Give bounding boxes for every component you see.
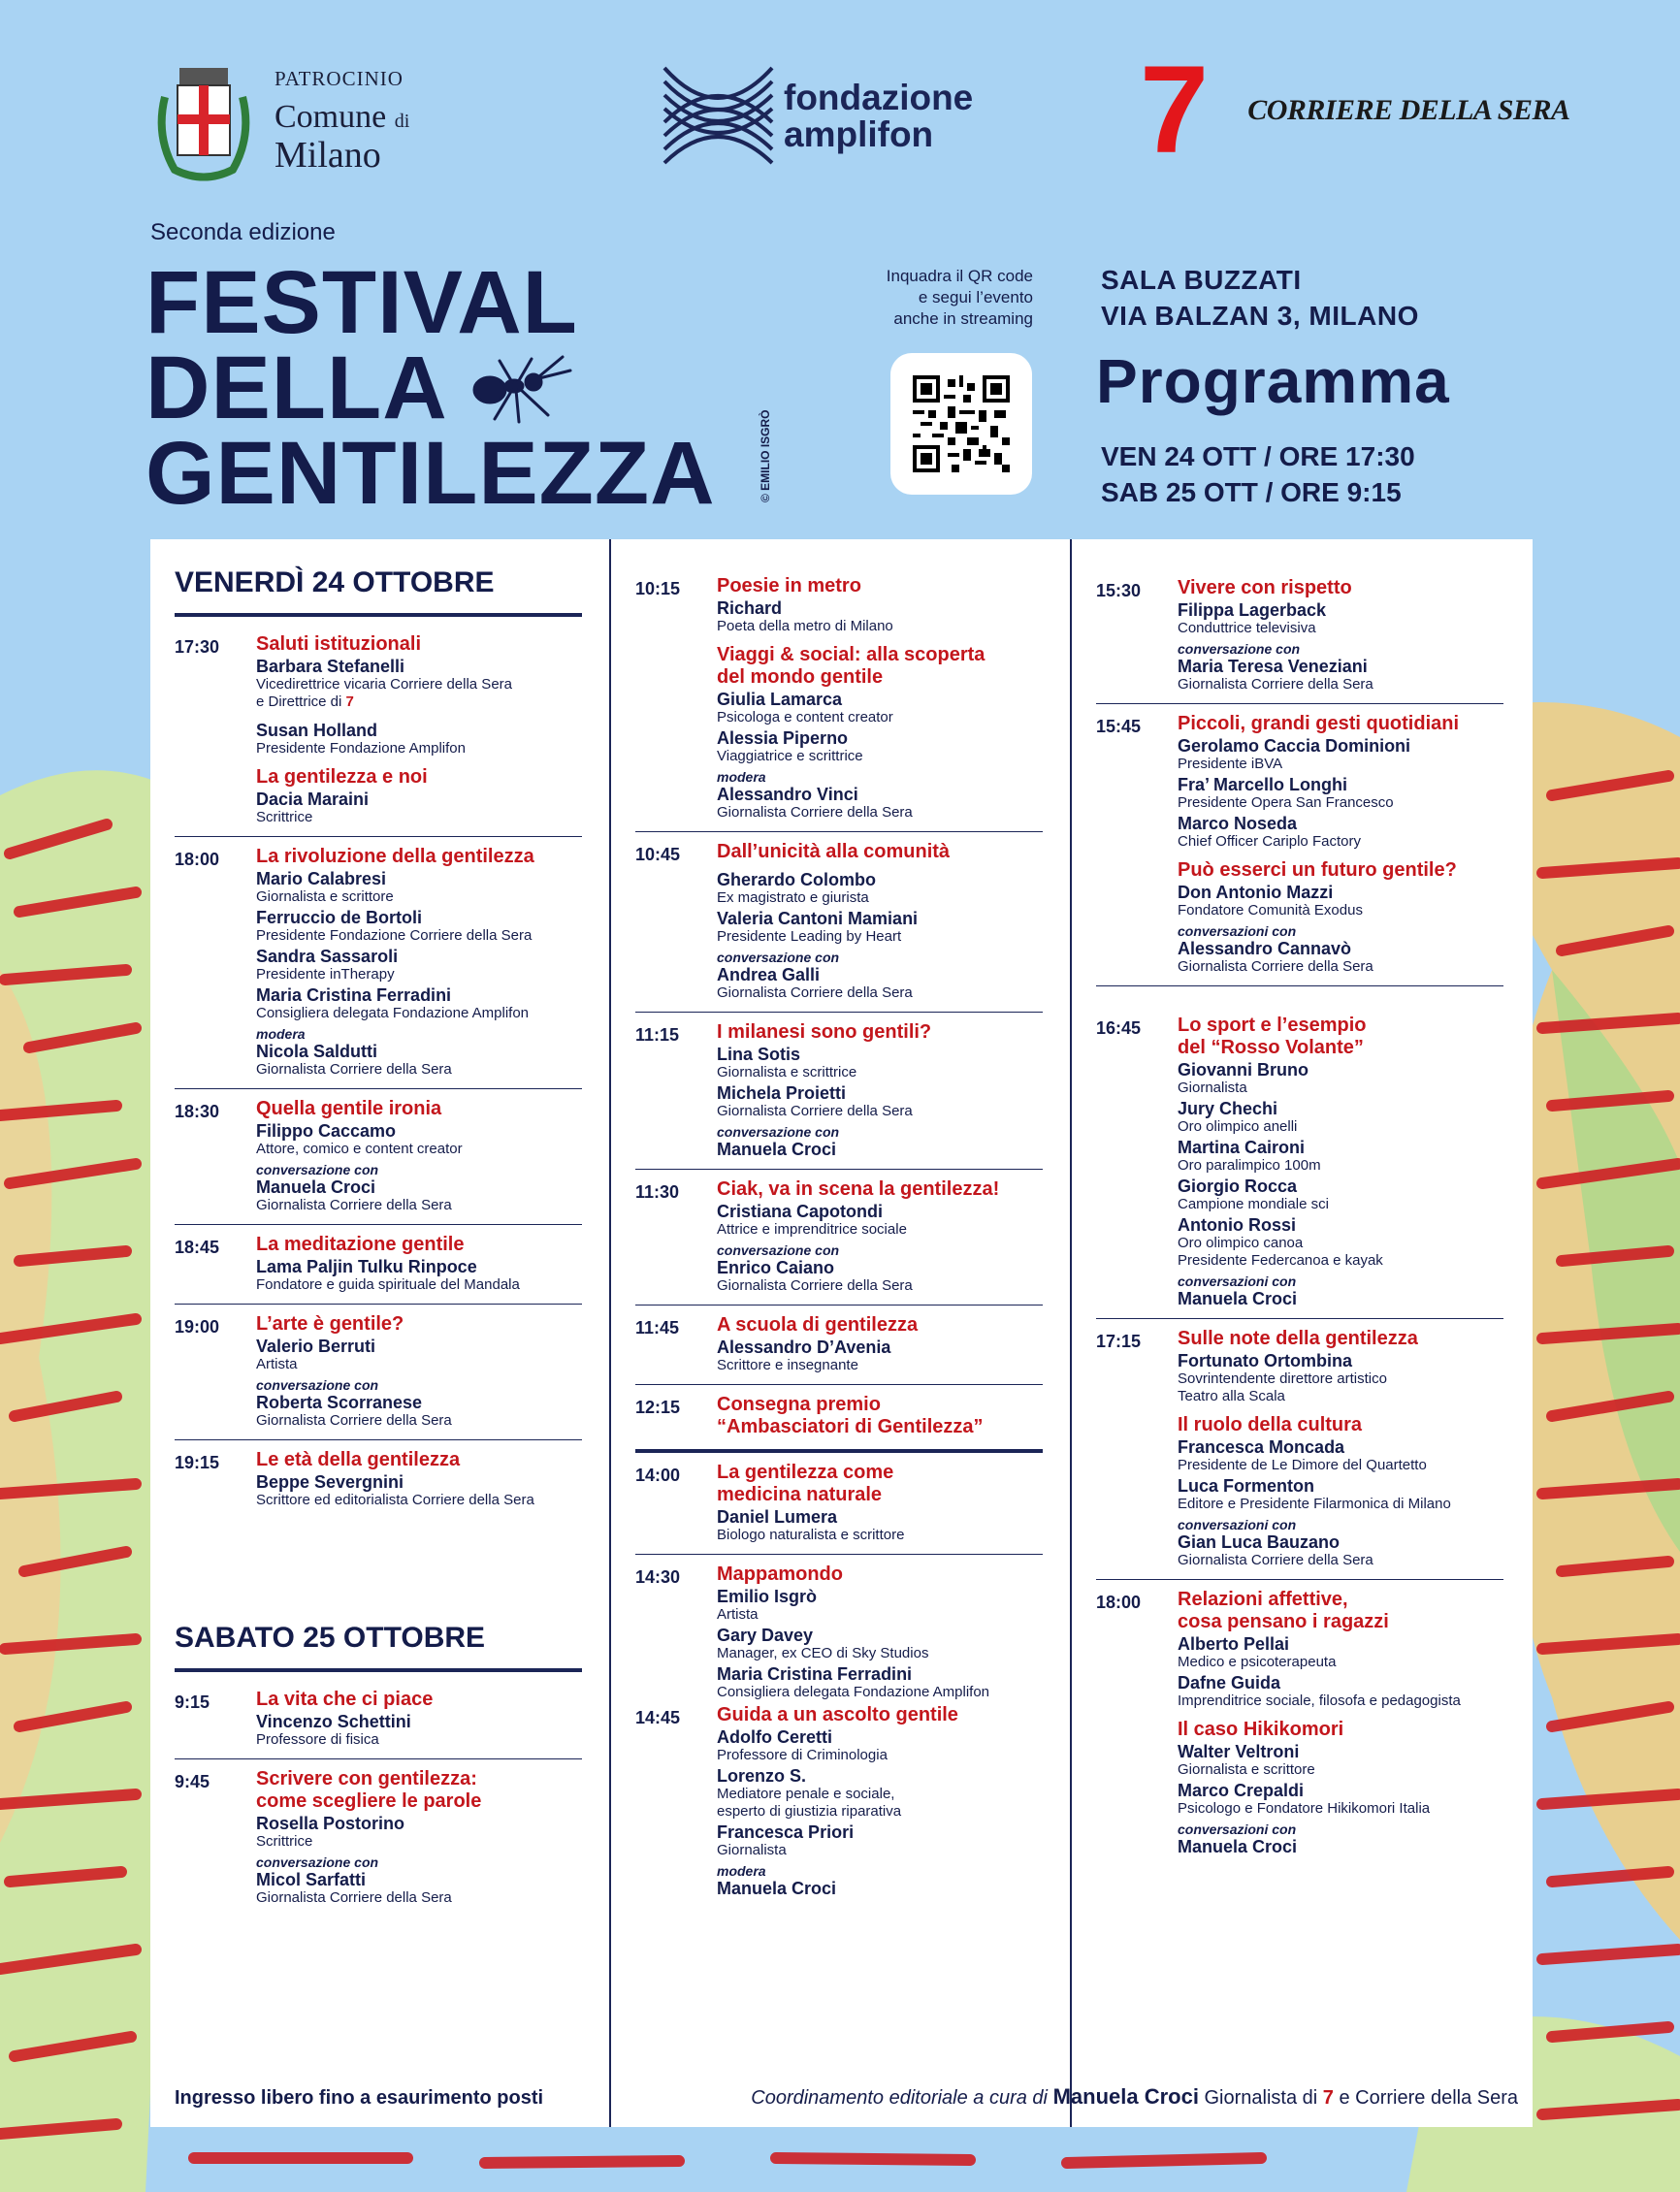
- moderator-label: conversazione con: [717, 1242, 840, 1258]
- speaker-role: Attrice e imprenditrice sociale: [717, 1221, 907, 1238]
- speaker-name: Maria Cristina Ferradini: [717, 1664, 913, 1684]
- milano-label: Milano: [275, 134, 381, 176]
- session-time: 12:15: [635, 1398, 681, 1417]
- speaker-role: Fondatore Comunità Exodus: [1178, 902, 1363, 919]
- title-line-1: FESTIVAL: [145, 253, 578, 352]
- session-slot: [175, 1450, 582, 1519]
- speaker-name: Micol Sarfatti: [256, 1870, 367, 1889]
- speaker-role: Professore di fisica: [256, 1731, 379, 1748]
- speaker-name: Lina Sotis: [717, 1045, 801, 1064]
- speaker-role: Professore di Criminologia: [717, 1747, 888, 1763]
- speaker-name: Gian Luca Bauzano: [1178, 1532, 1341, 1552]
- session-slot: [1096, 996, 1503, 1319]
- session-title: Poesie in metro: [717, 575, 861, 596]
- amplifon-label: amplifon: [784, 113, 934, 154]
- speaker-name: Rosella Postorino: [256, 1814, 405, 1833]
- speaker-name: Alessandro Vinci: [717, 785, 858, 804]
- session-time: 11:15: [635, 1025, 680, 1045]
- session-time: 14:45: [635, 1708, 681, 1727]
- speaker-role: Campione mondiale sci: [1178, 1196, 1329, 1212]
- speaker-name: Emilio Isgrò: [717, 1587, 818, 1606]
- speaker-role: Chief Officer Cariplo Factory: [1178, 833, 1361, 850]
- festival-title: [145, 253, 716, 523]
- session-title: Può esserci un futuro gentile?: [1178, 859, 1457, 881]
- session-slot: [635, 1315, 1043, 1385]
- session-title: Mappamondo: [717, 1563, 843, 1585]
- speaker-role: Teatro alla Scala: [1178, 1388, 1285, 1404]
- date-line-1: VEN 24 OTT / ORE 17:30: [1101, 441, 1415, 471]
- session-time: 14:30: [635, 1567, 681, 1587]
- session-title: La meditazione gentile: [256, 1234, 465, 1255]
- seven-mark: 7: [1322, 2087, 1334, 2109]
- speaker-role: Scrittrice: [256, 1833, 313, 1850]
- fondazione-amplifon-logo: [662, 60, 973, 172]
- speaker-role: Attore, comico e content creator: [256, 1141, 463, 1157]
- speaker-role: Psicologo e Fondatore Hikikomori Italia: [1178, 1800, 1431, 1817]
- session-time: 18:30: [175, 1102, 220, 1121]
- speaker-name: Dafne Guida: [1178, 1673, 1281, 1692]
- qr-code-icon: [913, 375, 1010, 472]
- copyright-label: © EMILIO ISGRÒ: [759, 409, 772, 502]
- session-title: Il ruolo della cultura: [1178, 1414, 1363, 1435]
- session-time: 15:45: [1096, 717, 1142, 736]
- patrocinio-label: PATROCINIO: [275, 66, 404, 90]
- seven-mark: 7: [345, 693, 354, 710]
- comune-milano-logo: [150, 58, 409, 184]
- speaker-role: Presidente iBVA: [1178, 756, 1283, 772]
- session-title: Viaggi & social: alla scoperta: [717, 644, 985, 665]
- speaker-role: Mediatore penale e sociale,: [717, 1786, 895, 1802]
- moderator-label: conversazione con: [256, 1854, 379, 1870]
- session-title: cosa pensano i ragazzi: [1178, 1611, 1389, 1632]
- session-slot: [175, 847, 582, 1089]
- session-slot: [635, 842, 1043, 1013]
- speaker-role: Giornalista Corriere della Sera: [717, 984, 913, 1001]
- speaker-role: Giornalista: [717, 1842, 787, 1858]
- speaker-role: Ex magistrato e giurista: [717, 889, 869, 906]
- speaker-name: Beppe Severgnini: [256, 1472, 404, 1492]
- session-slot: [635, 1022, 1043, 1170]
- speaker-role: Giornalista Corriere della Sera: [256, 1412, 452, 1429]
- moderator-label: conversazione con: [717, 950, 840, 965]
- session-title: medicina naturale: [717, 1484, 883, 1505]
- seven-logo: 7: [1140, 41, 1210, 179]
- session-slot: [1096, 578, 1503, 704]
- speaker-name: Luca Formenton: [1178, 1476, 1315, 1496]
- speaker-role: Giornalista Corriere della Sera: [717, 1103, 913, 1119]
- speaker-name: Maria Teresa Veneziani: [1178, 657, 1368, 676]
- speaker-role: Giornalista Corriere della Sera: [256, 1889, 452, 1906]
- speaker-role: Giornalista Corriere della Sera: [717, 804, 913, 821]
- speaker-name: Filippo Caccamo: [256, 1121, 397, 1141]
- speaker-role: Presidente Fondazione Amplifon: [256, 740, 466, 757]
- corriere-logo: [1140, 41, 1570, 179]
- session-slot: [175, 1099, 582, 1225]
- session-slot: [635, 1179, 1043, 1306]
- session-time: 9:15: [175, 1692, 210, 1712]
- speaker-role: Presidente Leading by Heart: [717, 928, 902, 945]
- session-title: La gentilezza e noi: [256, 766, 428, 788]
- session-title: Vivere con rispetto: [1178, 577, 1352, 598]
- speaker-role: Vicedirettrice vicaria Corriere della Sera: [256, 676, 512, 693]
- speaker-name: Lorenzo S.: [717, 1766, 807, 1786]
- speaker-name: Sandra Sassaroli: [256, 947, 399, 966]
- session-slot: [175, 1235, 582, 1305]
- speaker-name: Nicola Saldutti: [256, 1042, 378, 1061]
- programma-title: Programma: [1096, 346, 1450, 416]
- speaker-name: Manuela Croci: [256, 1177, 376, 1197]
- speaker-role: Biologo naturalista e scrittore: [717, 1527, 905, 1543]
- session-title: La gentilezza come: [717, 1462, 894, 1483]
- speaker-role: Editore e Presidente Filarmonica di Milano: [1178, 1496, 1451, 1512]
- editorial-credit: [751, 2084, 1518, 2110]
- session-slot: [1096, 1329, 1503, 1580]
- speaker-role: esperto di giustizia riparativa: [717, 1803, 902, 1820]
- qr-caption-line-2: e segui l’evento: [918, 288, 1033, 306]
- session-title: Lo sport e l’esempio: [1178, 1015, 1367, 1036]
- speaker-role: Artista: [256, 1356, 298, 1372]
- speaker-role: Imprenditrice sociale, filosofa e pedagogista: [1178, 1692, 1461, 1709]
- speaker-name: Cristiana Capotondi: [717, 1202, 884, 1221]
- venue-line-1: SALA BUZZATI: [1101, 265, 1302, 295]
- dates: [1101, 438, 1415, 510]
- speaker-role: Psicologa e content creator: [717, 709, 893, 725]
- speaker-name: Roberta Scorranese: [256, 1393, 423, 1412]
- speaker-role: Conduttrice televisiva: [1178, 620, 1316, 636]
- fondazione-label: fondazione: [784, 77, 974, 117]
- session-time: 18:45: [175, 1238, 220, 1257]
- speaker-role: Giornalista: [1178, 1080, 1247, 1096]
- speaker-name: Fra’ Marcello Longhi: [1178, 775, 1348, 794]
- speaker-name: Richard: [717, 598, 783, 618]
- session-time: 10:15: [635, 579, 681, 598]
- friday-header: VENERDÌ 24 OTTOBRE: [175, 566, 582, 617]
- speaker-name: Maria Cristina Ferradini: [256, 985, 452, 1005]
- speaker-role: Sovrintendente direttore artistico: [1178, 1370, 1387, 1387]
- session-time: 11:45: [635, 1318, 680, 1338]
- speaker-role: Scrittrice: [256, 809, 313, 825]
- speaker-role: Giornalista e scrittrice: [717, 1064, 857, 1080]
- speaker-name: Mario Calabresi: [256, 869, 387, 888]
- speaker-name: Giorgio Rocca: [1178, 1177, 1298, 1196]
- speaker-name: Enrico Caiano: [717, 1258, 835, 1277]
- moderator-label: modera: [717, 769, 766, 785]
- speaker-role: Presidente Opera San Francesco: [1178, 794, 1394, 811]
- speaker-name: Barbara Stefanelli: [256, 657, 405, 676]
- column-divider: [1070, 539, 1072, 2127]
- speaker-role: Presidente de Le Dimore del Quartetto: [1178, 1457, 1427, 1473]
- session-slot: [635, 1564, 1043, 1705]
- speaker-name: Marco Noseda: [1178, 814, 1298, 833]
- session-time: 16:45: [1096, 1018, 1142, 1038]
- speaker-name: Giulia Lamarca: [717, 690, 843, 709]
- speaker-name: Francesca Moncada: [1178, 1437, 1345, 1457]
- speaker-role: Consigliera delegata Fondazione Amplifon: [717, 1684, 990, 1700]
- comune-label: Comune: [275, 98, 387, 135]
- speaker-name: Jury Chechi: [1178, 1099, 1278, 1118]
- session-slot: [175, 1690, 582, 1759]
- speaker-role: Viaggiatrice e scrittrice: [717, 748, 863, 764]
- credit-label: Coordinamento editoriale a cura di: [751, 2087, 1048, 2109]
- speaker-name: Walter Veltroni: [1178, 1742, 1300, 1761]
- venue-line-2: VIA BALZAN 3, MILANO: [1101, 301, 1419, 331]
- speaker-name: Alberto Pellai: [1178, 1634, 1290, 1654]
- moderator-label: conversazione con: [256, 1377, 379, 1393]
- session-title: Dall’unicità alla comunità: [717, 841, 951, 862]
- session-time: 15:30: [1096, 581, 1142, 600]
- session-slot: [1096, 714, 1503, 986]
- speaker-name: Daniel Lumera: [717, 1507, 838, 1527]
- session-title: Piccoli, grandi gesti quotidiani: [1178, 713, 1460, 734]
- session-slot: [635, 1395, 1043, 1453]
- speaker-role: Scrittore e insegnante: [717, 1357, 858, 1373]
- session-time: 11:30: [635, 1182, 680, 1202]
- session-title: Guida a un ascolto gentile: [717, 1704, 958, 1725]
- session-time: 17:30: [175, 637, 220, 657]
- session-slot: [175, 1769, 582, 1917]
- speaker-name: Manuela Croci: [1178, 1837, 1298, 1856]
- speaker-role: Poeta della metro di Milano: [717, 618, 893, 634]
- session-time: 14:00: [635, 1466, 681, 1485]
- speaker-role: e Direttrice di: [256, 693, 342, 710]
- milano-crest-icon: [150, 58, 257, 184]
- session-title: La vita che ci piace: [256, 1689, 434, 1710]
- session-title: Consegna premio: [717, 1394, 881, 1415]
- speaker-name: Alessia Piperno: [717, 728, 849, 748]
- qr-caption: [824, 266, 1033, 330]
- column-divider: [609, 539, 611, 2127]
- speaker-name: Martina Caironi: [1178, 1138, 1306, 1157]
- program-column-2: [635, 576, 1043, 1918]
- speaker-name: Fortunato Ortombina: [1178, 1351, 1352, 1370]
- session-time: 9:45: [175, 1772, 210, 1791]
- speaker-name: Don Antonio Mazzi: [1178, 883, 1334, 902]
- speaker-name: Francesca Priori: [717, 1822, 855, 1842]
- session-time: 19:15: [175, 1453, 220, 1472]
- session-title: Saluti istituzionali: [256, 633, 422, 655]
- session-title: “Ambasciatori di Gentilezza”: [717, 1416, 984, 1437]
- speaker-name: Antonio Rossi: [1178, 1215, 1296, 1235]
- speaker-role: Presidente inTherapy: [256, 966, 395, 983]
- qr-caption-line-1: Inquadra il QR code: [886, 267, 1033, 285]
- speaker-name: Lama Paljin Tulku Rinpoce: [256, 1257, 477, 1276]
- session-title: A scuola di gentilezza: [717, 1314, 919, 1336]
- session-title: La rivoluzione della gentilezza: [256, 846, 534, 867]
- speaker-role: Giornalista e scrittore: [1178, 1761, 1315, 1778]
- speaker-name: Alessandro D’Avenia: [717, 1338, 891, 1357]
- speaker-role: Giornalista Corriere della Sera: [256, 1197, 452, 1213]
- session-title: Scrivere con gentilezza:: [256, 1768, 477, 1789]
- credit-name: Manuela Croci: [1052, 2084, 1199, 2109]
- speaker-role: Giornalista e scrittore: [256, 888, 394, 905]
- session-slot: [635, 1705, 1043, 1908]
- credit-role: e Corriere della Sera: [1339, 2087, 1518, 2109]
- speaker-role: Manager, ex CEO di Sky Studios: [717, 1645, 929, 1661]
- speaker-name: Dacia Maraini: [256, 790, 370, 809]
- session-title: L’arte è gentile?: [256, 1313, 404, 1335]
- title-line-2: DELLA: [145, 338, 448, 437]
- session-title: del mondo gentile: [717, 666, 884, 688]
- session-title: I milanesi sono gentili?: [717, 1021, 932, 1043]
- speaker-name: Gerolamo Caccia Dominioni: [1178, 736, 1411, 756]
- speaker-name: Michela Proietti: [717, 1083, 847, 1103]
- session-title: Il caso Hikikomori: [1178, 1719, 1344, 1740]
- date-line-2: SAB 25 OTT / ORE 9:15: [1101, 477, 1402, 507]
- speaker-name: Alessandro Cannavò: [1178, 939, 1352, 958]
- session-title: del “Rosso Volante”: [1178, 1037, 1364, 1058]
- moderator-label: conversazioni con: [1178, 1273, 1297, 1289]
- ant-icon: [466, 349, 572, 427]
- session-time: 18:00: [175, 850, 220, 869]
- edition-label: Seconda edizione: [150, 219, 336, 245]
- session-slot: [175, 1314, 582, 1440]
- session-title: Ciak, va in scena la gentilezza!: [717, 1178, 1000, 1200]
- speaker-role: Giornalista Corriere della Sera: [1178, 1552, 1373, 1568]
- speaker-role: Oro olimpico anelli: [1178, 1118, 1298, 1135]
- session-slot: [1096, 1590, 1503, 1866]
- session-title: Le età della gentilezza: [256, 1449, 461, 1470]
- moderator-label: conversazione con: [1178, 641, 1301, 657]
- session-slot: [635, 1463, 1043, 1555]
- session-title: Relazioni affettive,: [1178, 1589, 1348, 1610]
- moderator-label: conversazioni con: [1178, 923, 1297, 939]
- amplifon-wave-icon: [662, 60, 774, 172]
- speaker-role: Consigliera delegata Fondazione Amplifon: [256, 1005, 530, 1021]
- corriere-della-sera-label: CORRIERE DELLA SERA: [1247, 94, 1570, 126]
- speaker-name: Marco Crepaldi: [1178, 1781, 1305, 1800]
- speaker-name: Manuela Croci: [717, 1879, 837, 1898]
- session-time: 18:00: [1096, 1593, 1142, 1612]
- speaker-name: Adolfo Ceretti: [717, 1727, 832, 1747]
- moderator-label: modera: [717, 1863, 766, 1879]
- moderator-label: conversazione con: [717, 1124, 840, 1140]
- moderator-label: conversazione con: [256, 1162, 379, 1177]
- speaker-role: Artista: [717, 1606, 759, 1623]
- speaker-name: Manuela Croci: [1178, 1289, 1298, 1308]
- free-entry-note: Ingresso libero fino a esaurimento posti: [175, 2087, 544, 2109]
- speaker-name: Vincenzo Schettini: [256, 1712, 411, 1731]
- speaker-role: Oro paralimpico 100m: [1178, 1157, 1321, 1174]
- session-time: 10:45: [635, 845, 681, 864]
- program-column-1: [175, 566, 582, 1926]
- session-title: Quella gentile ironia: [256, 1098, 442, 1119]
- program-column-3: [1096, 578, 1503, 1876]
- session-title: come scegliere le parole: [256, 1790, 482, 1812]
- speaker-name: Giovanni Bruno: [1178, 1060, 1308, 1080]
- speaker-role: Giornalista Corriere della Sera: [1178, 958, 1373, 975]
- title-line-3: GENTILEZZA: [145, 424, 716, 523]
- qr-caption-line-3: anche in streaming: [893, 309, 1033, 328]
- speaker-name: Susan Holland: [256, 721, 378, 740]
- credit-role: Giornalista di: [1204, 2087, 1318, 2109]
- speaker-name: Filippa Lagerback: [1178, 600, 1327, 620]
- speaker-name: Andrea Galli: [717, 965, 821, 984]
- moderator-label: conversazioni con: [1178, 1517, 1297, 1532]
- speaker-name: Gherardo Colombo: [717, 870, 877, 889]
- moderator-label: modera: [256, 1026, 306, 1042]
- comune-di-label: di: [394, 110, 410, 132]
- qr-code[interactable]: [890, 353, 1032, 495]
- speaker-name: Gary Davey: [717, 1626, 814, 1645]
- speaker-role: Presidente Fondazione Corriere della Sera: [256, 927, 533, 944]
- session-title: Sulle note della gentilezza: [1178, 1328, 1418, 1349]
- speaker-name: Ferruccio de Bortoli: [256, 908, 423, 927]
- speaker-role: Scrittore ed editorialista Corriere della Sera: [256, 1492, 534, 1508]
- session-slot: [635, 576, 1043, 832]
- program-panel: [150, 539, 1533, 2127]
- speaker-role: Presidente Federcanoa e kayak: [1178, 1252, 1383, 1269]
- venue: [1101, 262, 1419, 334]
- saturday-header: SABATO 25 OTTOBRE: [175, 1622, 582, 1672]
- speaker-name: Valeria Cantoni Mamiani: [717, 909, 919, 928]
- speaker-role: Fondatore e guida spirituale del Mandala: [256, 1276, 520, 1293]
- speaker-role: Giornalista Corriere della Sera: [256, 1061, 452, 1078]
- session-time: 19:00: [175, 1317, 220, 1337]
- speaker-role: Giornalista Corriere della Sera: [1178, 676, 1373, 693]
- session-time: 17:15: [1096, 1332, 1142, 1351]
- speaker-name: Manuela Croci: [717, 1140, 837, 1159]
- speaker-role: Giornalista Corriere della Sera: [717, 1277, 913, 1294]
- speaker-role: Oro olimpico canoa: [1178, 1235, 1304, 1251]
- speaker-name: Valerio Berruti: [256, 1337, 376, 1356]
- moderator-label: conversazioni con: [1178, 1821, 1297, 1837]
- speaker-role: Medico e psicoterapeuta: [1178, 1654, 1337, 1670]
- session-slot: [175, 634, 582, 837]
